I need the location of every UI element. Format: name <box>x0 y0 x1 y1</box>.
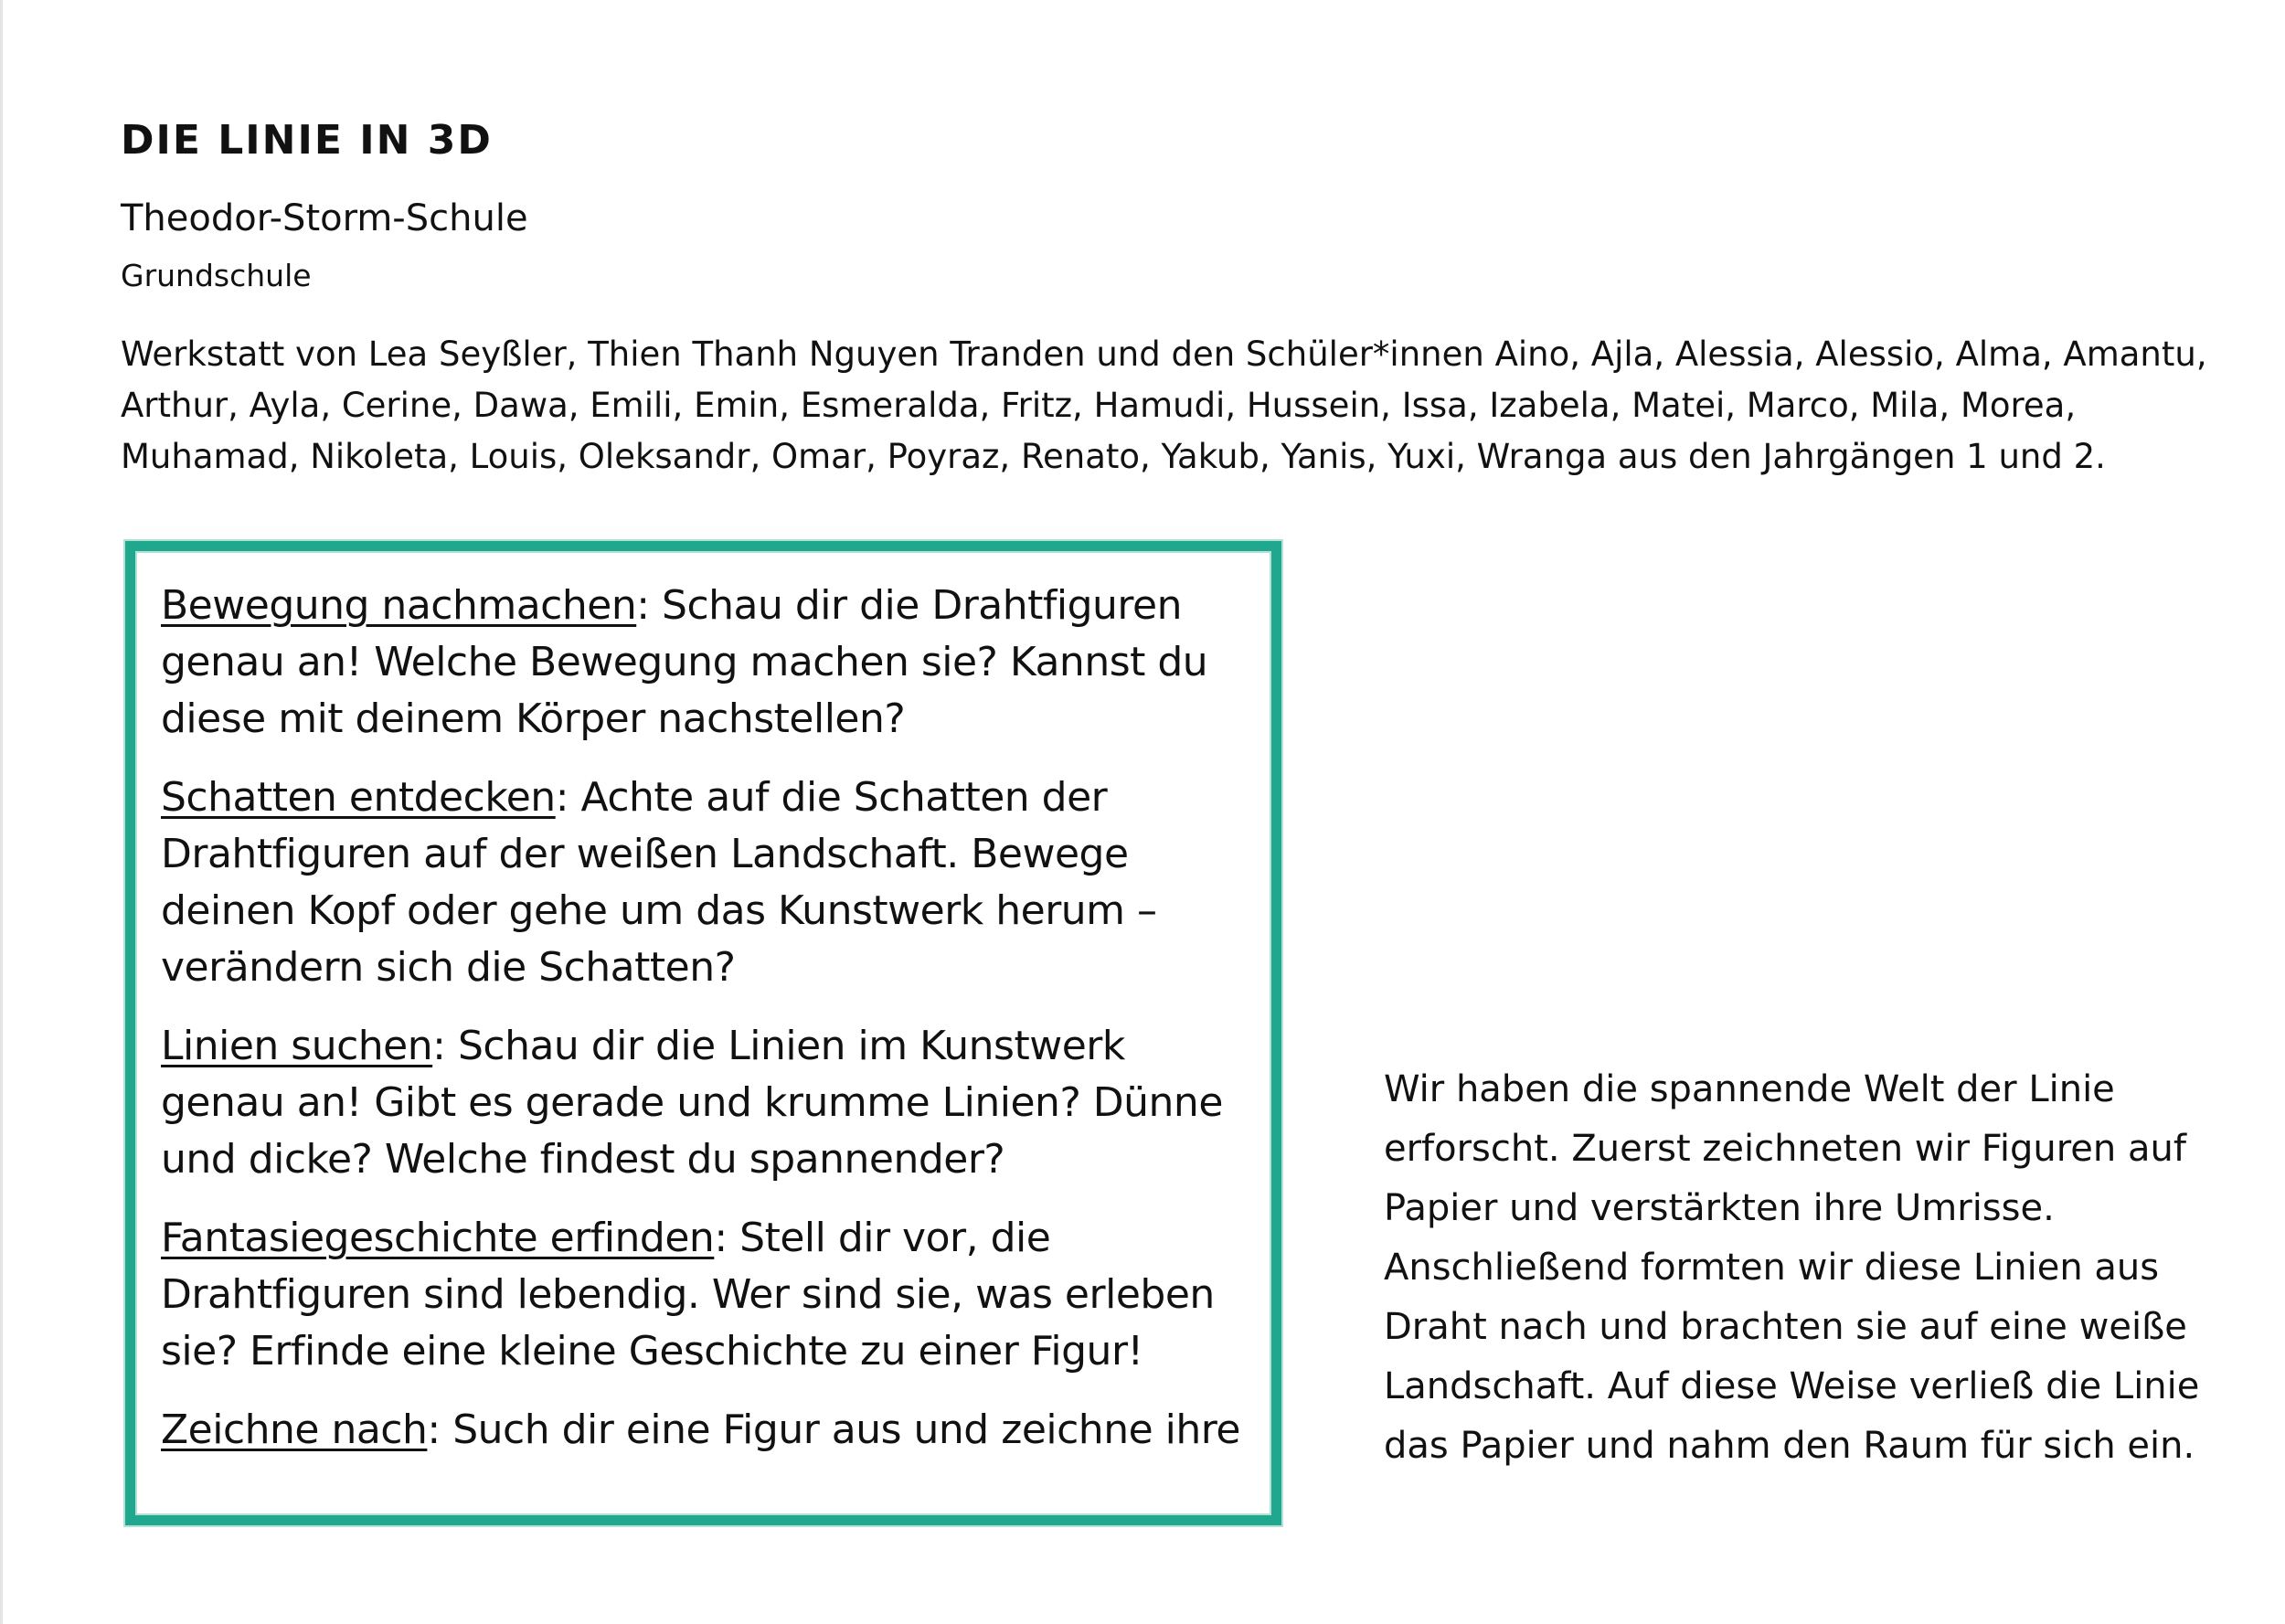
school-name: Theodor-Storm-Schule <box>121 197 528 239</box>
task-item-schatten <box>161 770 1258 996</box>
task-text: : Schau dir die Drahtfiguren genau an! Welche Bewegung machen sie? Kannst du diese mit deinem Körper nachstellen? <box>161 582 1208 742</box>
task-label: Fantasiegeschichte erfinden <box>161 1215 715 1261</box>
task-item-bewegung <box>161 578 1258 748</box>
task-item-fantasie <box>161 1210 1258 1380</box>
school-type: Grundschule <box>121 258 312 293</box>
workshop-credits: Werkstatt von Lea Seyßler, Thien Thanh Nguyen Tranden und den Schüler*innen Aino, Ajla, Alessia, Alessio, Alma, Amantu, Arthur, Ayla, Cerine, Dawa, Emili, Emin, Esmeralda, Fritz, Hamudi, Hussein, Issa, Izabela, Matei, Marco, Mila, Morea, Muhamad, Nikoleta, Louis, Oleksandr, Omar, Poyraz, Renato, Yakub, Yanis, Yuxi, Wranga aus den Jahrgängen 1 und 2. <box>121 334 2207 476</box>
page-title: DIE LINIE IN 3D <box>121 117 493 164</box>
task-label: Zeichne nach <box>161 1406 428 1453</box>
task-text: : Stell dir vor, die Drahtfiguren sind lebendig. Wer sind sie, was erleben sie? Erfinde eine kleine Geschichte zu einer Figur! <box>161 1215 1215 1375</box>
task-list <box>161 578 1258 1481</box>
task-label: Linien suchen <box>161 1023 433 1069</box>
page-edge <box>0 0 3 1624</box>
task-text: : Such dir eine Figur aus und zeichne ihre <box>427 1406 1240 1453</box>
task-label: Bewegung nachmachen <box>161 582 637 629</box>
project-description: Wir haben die spannende Welt der Linie erforscht. Zuerst zeichneten wir Figuren auf Papier und verstärkten ihre Umrisse. Anschließend formten wir diese Linien aus Draht nach und brachten sie auf eine weiße Landschaft. Auf diese Weise verließ die Linie das Papier und nahm den Raum für sich ein. <box>1384 1068 2200 1467</box>
task-item-zeichnen <box>161 1402 1258 1459</box>
task-text: : Achte auf die Schatten der Drahtfiguren auf der weißen Landschaft. Bewege deinen Kopf oder gehe um das Kunstwerk herum – verändern sich die Schatten? <box>161 774 1157 991</box>
task-text: : Schau dir die Linien im Kunstwerk genau an! Gibt es gerade und krumme Linien? Dünne und dicke? Welche findest du spannender? <box>161 1023 1223 1183</box>
task-label: Schatten entdecken <box>161 774 556 821</box>
task-item-linien <box>161 1018 1258 1188</box>
